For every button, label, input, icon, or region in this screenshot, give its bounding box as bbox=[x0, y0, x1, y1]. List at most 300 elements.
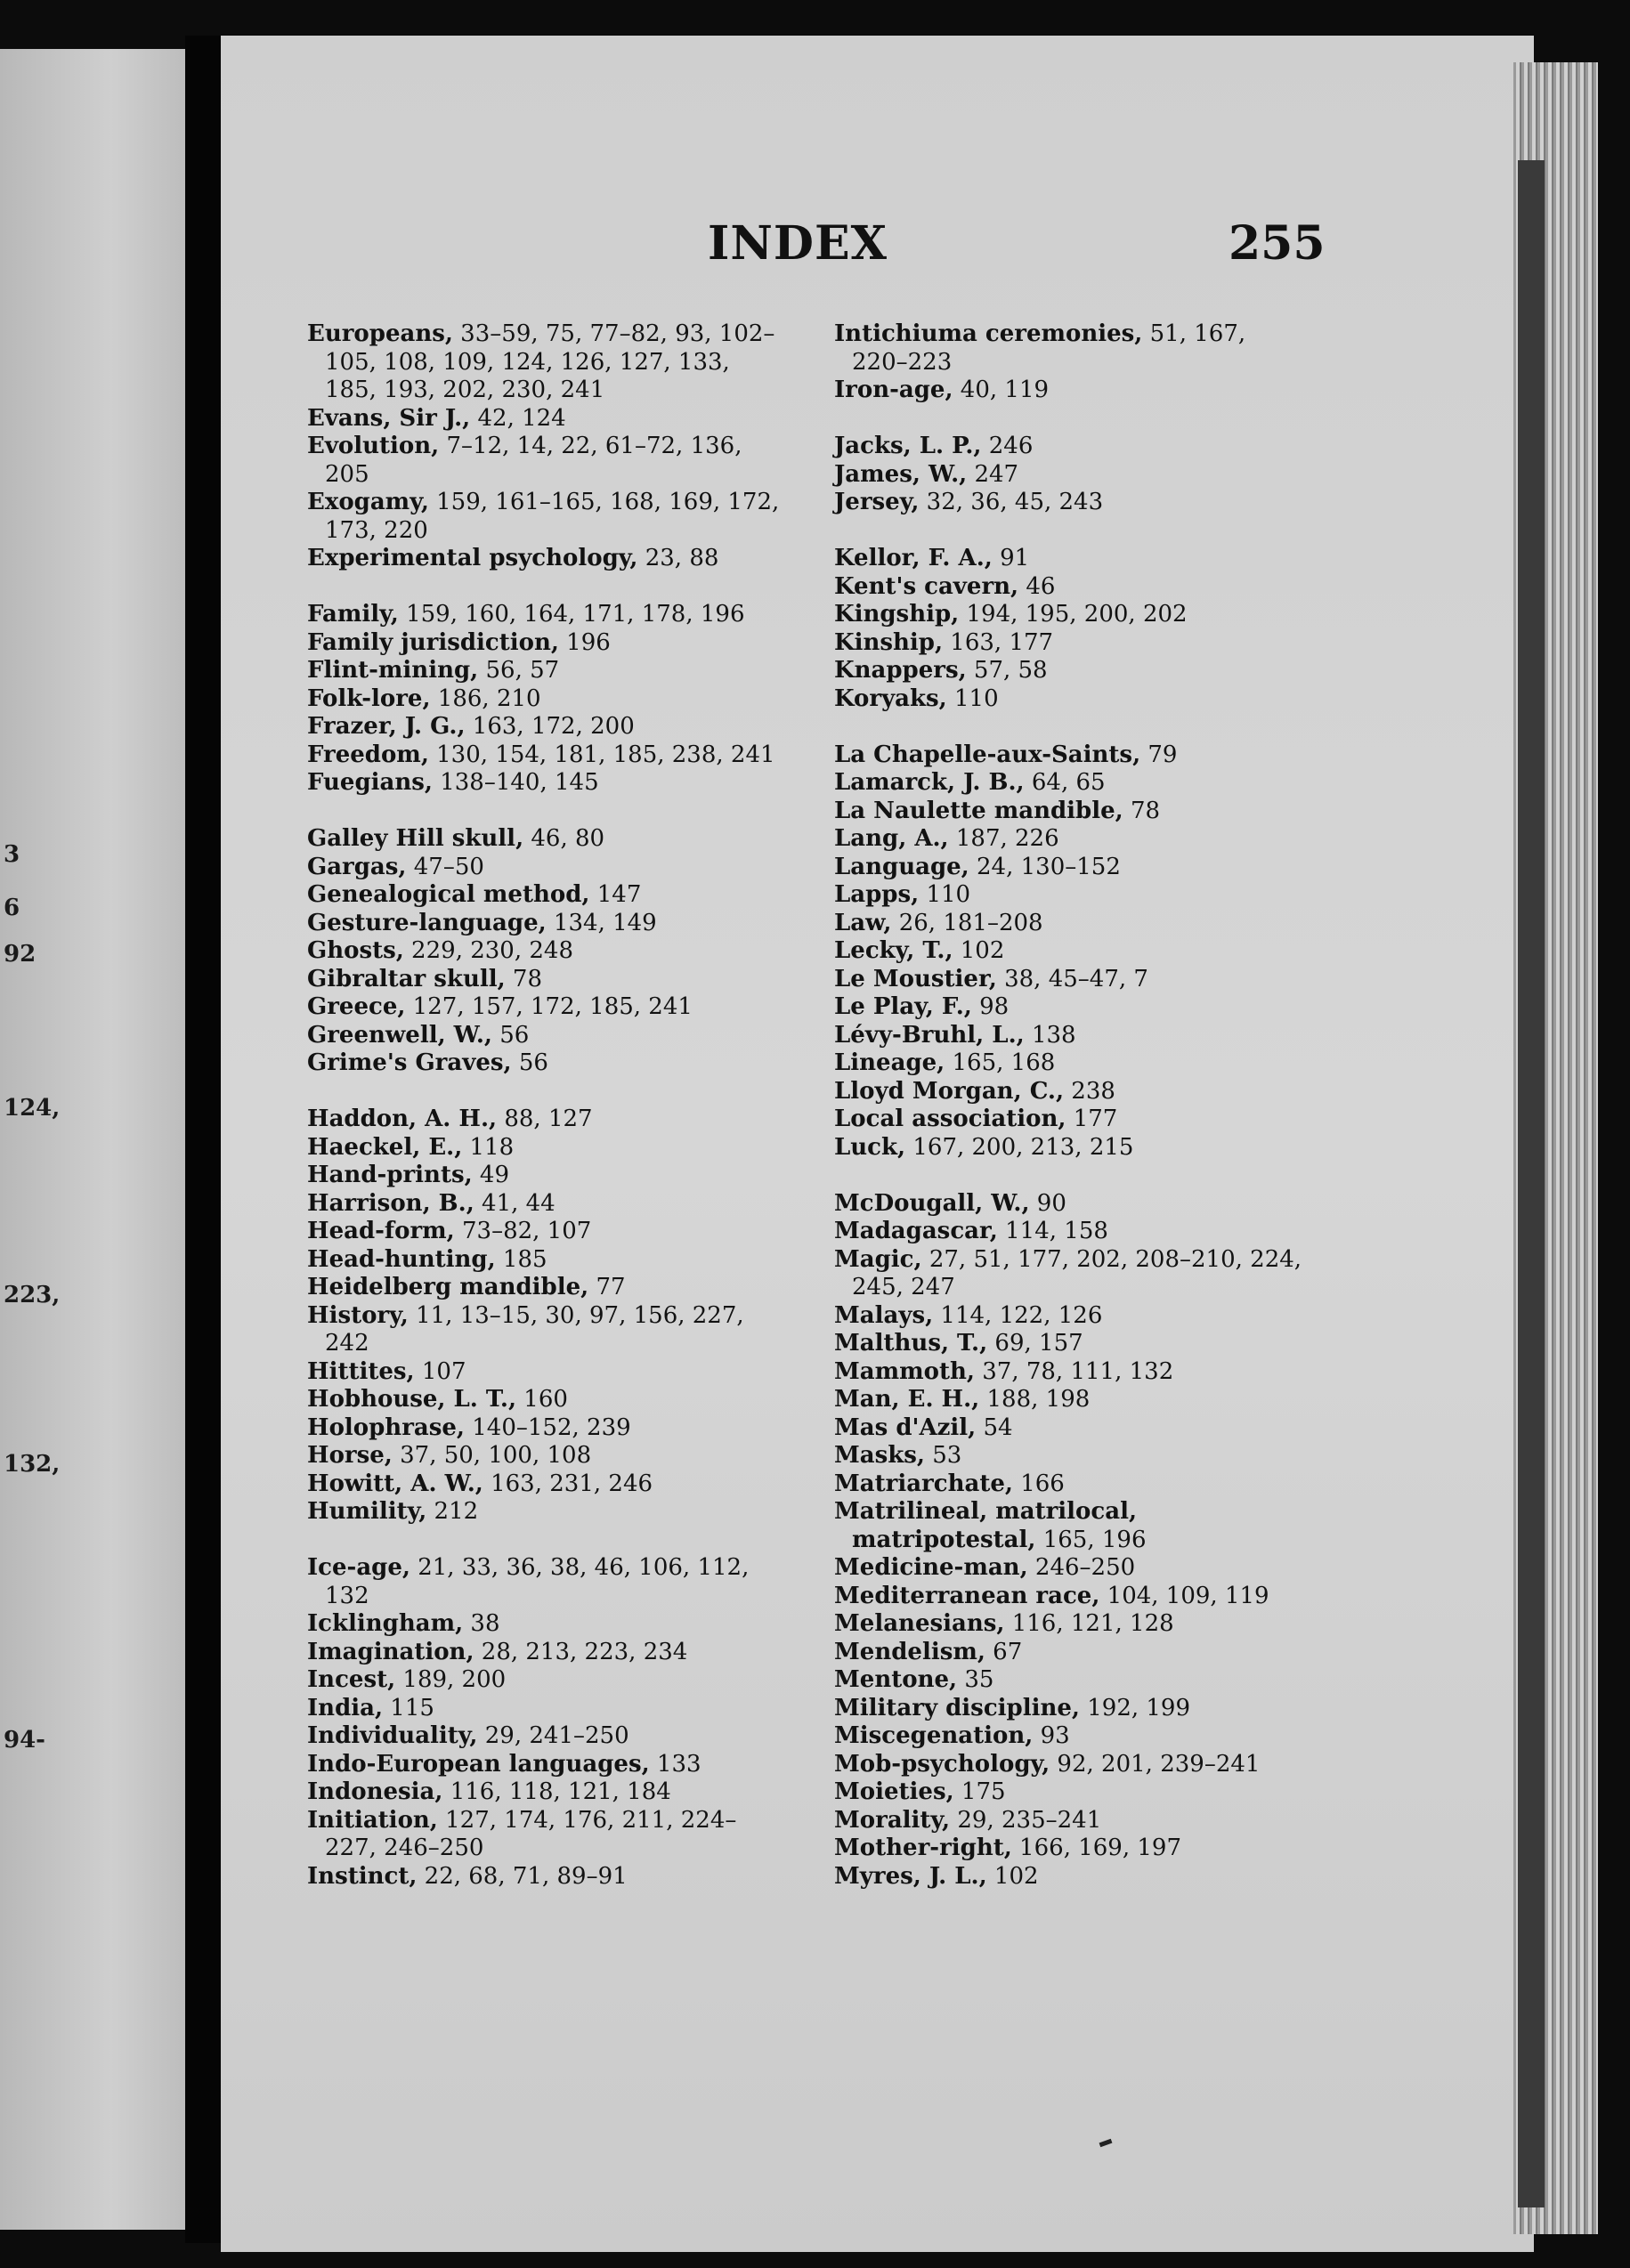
index-heading: Intichiuma ceremonies, bbox=[834, 320, 1143, 347]
index-page-refs: 29, 235–241 bbox=[950, 1806, 1102, 1834]
index-page-refs: 138 bbox=[1024, 1021, 1076, 1049]
index-entry bbox=[307, 1134, 788, 1162]
index-heading: Gargas, bbox=[307, 853, 407, 880]
index-heading: Madagascar, bbox=[834, 1218, 998, 1244]
index-heading: Hand-prints, bbox=[307, 1162, 473, 1188]
index-page-refs: 38 bbox=[463, 1610, 500, 1637]
index-entry bbox=[307, 1049, 788, 1078]
index-entry bbox=[834, 601, 1306, 629]
index-page-refs: 127, 157, 172, 185, 241 bbox=[405, 993, 693, 1020]
index-entry bbox=[834, 489, 1306, 517]
index-page-refs: 22, 68, 71, 89–91 bbox=[417, 1862, 628, 1890]
index-page-refs: 40, 119 bbox=[953, 377, 1050, 403]
index-page-refs: 35 bbox=[957, 1666, 994, 1693]
index-entry bbox=[307, 966, 788, 994]
index-page-refs: 49 bbox=[472, 1162, 510, 1188]
left-page-edge bbox=[0, 49, 185, 2230]
index-heading: Galley Hill skull, bbox=[307, 825, 524, 852]
index-heading: Lévy-Bruhl, L., bbox=[834, 1021, 1025, 1049]
index-page-refs: 51, 167, 220–223 bbox=[852, 320, 1246, 376]
index-entry bbox=[307, 1274, 788, 1302]
index-entry bbox=[307, 1022, 788, 1050]
index-heading: Genealogical method, bbox=[307, 881, 590, 908]
facing-page-fragment: 124, bbox=[4, 1095, 61, 1122]
index-heading: Indonesia, bbox=[307, 1778, 443, 1805]
index-entry bbox=[834, 1610, 1306, 1639]
index-heading: Mother-right, bbox=[834, 1835, 1012, 1861]
index-heading: Folk-lore, bbox=[307, 684, 431, 712]
index-heading: Lang, A., bbox=[834, 825, 949, 852]
index-entry bbox=[834, 545, 1306, 573]
index-page-refs: 56, 57 bbox=[478, 657, 560, 684]
index-page-refs: 110 bbox=[946, 684, 999, 712]
index-page-refs: 92, 201, 239–241 bbox=[1050, 1750, 1261, 1778]
index-heading: Miscegenation, bbox=[834, 1722, 1034, 1749]
index-entry bbox=[307, 1695, 788, 1723]
index-entry bbox=[834, 1554, 1306, 1583]
index-heading: Instinct, bbox=[307, 1862, 418, 1890]
index-page-refs: 159, 161–165, 168, 169, 172, 173, 220 bbox=[325, 489, 780, 544]
index-entry bbox=[307, 1386, 788, 1414]
index-entry bbox=[307, 629, 788, 658]
index-page-refs: 104, 109, 119 bbox=[1099, 1582, 1269, 1609]
index-heading: Family, bbox=[307, 601, 399, 628]
index-heading: Malthus, T., bbox=[834, 1330, 988, 1357]
index-heading: Le Moustier, bbox=[834, 965, 997, 992]
index-heading: Family jurisdiction, bbox=[307, 628, 559, 656]
index-entry bbox=[834, 461, 1306, 490]
index-heading: Morality, bbox=[834, 1806, 951, 1834]
index-entry bbox=[307, 1807, 788, 1863]
index-heading: Fuegians, bbox=[307, 769, 433, 796]
index-page-refs: 187, 226 bbox=[948, 825, 1059, 852]
index-entry bbox=[834, 1835, 1306, 1863]
index-entry bbox=[834, 1078, 1306, 1106]
index-entry bbox=[307, 741, 788, 770]
index-page-refs: 21, 33, 36, 38, 46, 106, 112, 132 bbox=[325, 1554, 750, 1609]
index-page-refs: 194, 195, 200, 202 bbox=[959, 601, 1188, 628]
index-page-refs: 116, 118, 121, 184 bbox=[442, 1778, 671, 1805]
index-page-refs: 27, 51, 177, 202, 208–210, 224, 245, 247 bbox=[852, 1245, 1302, 1300]
index-heading: James, W., bbox=[834, 460, 968, 488]
index-entry bbox=[307, 937, 788, 966]
index-page-refs: 102 bbox=[986, 1862, 1039, 1890]
index-page-refs: 37, 78, 111, 132 bbox=[974, 1357, 1174, 1385]
index-entry bbox=[834, 741, 1306, 770]
index-page-refs: 186, 210 bbox=[430, 684, 541, 712]
index-heading: Indo-European languages, bbox=[307, 1750, 650, 1778]
index-entry bbox=[834, 573, 1306, 602]
index-page-refs: 115 bbox=[383, 1694, 434, 1721]
index-page-refs: 29, 241–250 bbox=[477, 1722, 629, 1749]
index-heading: Flint-mining, bbox=[307, 657, 479, 684]
index-page-refs: 11, 13–15, 30, 97, 156, 227, 242 bbox=[325, 1301, 744, 1357]
index-entry bbox=[307, 1610, 788, 1639]
index-page-refs: 188, 198 bbox=[979, 1386, 1091, 1413]
index-entry bbox=[307, 854, 788, 882]
index-page-refs: 98 bbox=[971, 993, 1010, 1020]
index-page-refs: 32, 36, 45, 243 bbox=[919, 489, 1104, 515]
index-entry bbox=[307, 881, 788, 910]
index-page-refs: 24, 130–152 bbox=[969, 853, 1121, 880]
index-page-refs: 7–12, 14, 22, 61–72, 136, 205 bbox=[325, 433, 742, 488]
index-entry bbox=[307, 1666, 788, 1695]
index-entry bbox=[834, 1302, 1306, 1331]
index-heading: Haeckel, E., bbox=[307, 1133, 463, 1161]
index-entry bbox=[834, 1639, 1306, 1667]
index-entry bbox=[307, 601, 788, 629]
index-heading: Evans, Sir J., bbox=[307, 404, 471, 432]
index-heading: Lamarck, J. B., bbox=[834, 769, 1025, 796]
index-entry bbox=[834, 1470, 1306, 1499]
index-heading: Matrilineal, matrilocal, matripotestal, bbox=[834, 1498, 1138, 1553]
page-edges-shadow bbox=[1518, 160, 1545, 2207]
facing-page-fragment: 92 bbox=[4, 941, 36, 968]
index-entry bbox=[834, 1358, 1306, 1387]
index-page-refs: 77 bbox=[588, 1274, 626, 1300]
index-heading: Mentone, bbox=[834, 1666, 958, 1693]
index-heading: McDougall, W., bbox=[834, 1189, 1030, 1217]
index-entry bbox=[307, 1302, 788, 1358]
index-page-refs: 134, 149 bbox=[546, 909, 657, 936]
index-entry bbox=[307, 320, 788, 405]
letter-group-gap bbox=[834, 1162, 1306, 1190]
index-heading: Head-form, bbox=[307, 1218, 455, 1244]
index-entry bbox=[834, 685, 1306, 714]
index-entry bbox=[834, 433, 1306, 461]
index-page-refs: 91 bbox=[992, 545, 1030, 571]
index-page-refs: 90 bbox=[1029, 1189, 1066, 1217]
index-entry bbox=[834, 1498, 1306, 1554]
index-page-refs: 47–50 bbox=[406, 853, 484, 880]
index-page-refs: 38, 45–47, 7 bbox=[996, 965, 1148, 992]
index-heading: Hittites, bbox=[307, 1357, 415, 1385]
index-page-refs: 140–152, 239 bbox=[465, 1413, 631, 1441]
book-gutter bbox=[185, 36, 221, 2243]
index-entry bbox=[307, 1218, 788, 1246]
letter-group-gap bbox=[307, 1078, 788, 1106]
index-entry bbox=[307, 1414, 788, 1443]
index-entry bbox=[834, 1330, 1306, 1358]
index-heading: Greenwell, W., bbox=[307, 1021, 492, 1049]
index-page-refs: 189, 200 bbox=[395, 1666, 507, 1693]
index-entry bbox=[834, 1134, 1306, 1162]
index-entry bbox=[834, 910, 1306, 938]
index-page-refs: 165, 196 bbox=[1035, 1526, 1147, 1553]
index-page-refs: 53 bbox=[924, 1442, 962, 1469]
index-heading: Lecky, T., bbox=[834, 937, 953, 964]
index-heading: Holophrase, bbox=[307, 1413, 465, 1441]
index-entry bbox=[307, 1162, 788, 1190]
index-page-refs: 159, 160, 164, 171, 178, 196 bbox=[398, 601, 745, 628]
index-heading: Humility, bbox=[307, 1498, 427, 1525]
index-entry bbox=[834, 937, 1306, 966]
index-page-refs: 116, 121, 128 bbox=[1004, 1610, 1174, 1637]
index-heading: Mediterranean race, bbox=[834, 1582, 1100, 1609]
letter-group-gap bbox=[307, 798, 788, 826]
index-heading: Iron-age, bbox=[834, 377, 953, 403]
index-heading: Freedom, bbox=[307, 741, 429, 768]
index-heading: Heidelberg mandible, bbox=[307, 1274, 589, 1300]
index-entry bbox=[834, 769, 1306, 798]
index-heading: Europeans, bbox=[307, 320, 453, 347]
index-heading: Harrison, B., bbox=[307, 1189, 474, 1217]
index-entry bbox=[307, 1106, 788, 1134]
running-head: INDEX bbox=[708, 216, 888, 271]
index-page-refs: 67 bbox=[985, 1638, 1023, 1665]
index-heading: Mob-psychology, bbox=[834, 1750, 1050, 1778]
index-entry bbox=[307, 825, 788, 854]
index-heading: Kellor, F. A., bbox=[834, 545, 993, 571]
index-entry bbox=[834, 629, 1306, 658]
facing-page-fragment: 3 bbox=[4, 841, 20, 868]
index-page-refs: 73–82, 107 bbox=[454, 1218, 592, 1244]
facing-page-fragment: 223, bbox=[4, 1282, 61, 1308]
index-entry bbox=[307, 993, 788, 1022]
index-entry bbox=[307, 713, 788, 741]
index-entry bbox=[834, 1778, 1306, 1807]
index-page-refs: 46 bbox=[1018, 572, 1056, 600]
index-heading: Man, E. H., bbox=[834, 1386, 980, 1413]
index-page-refs: 138–140, 145 bbox=[432, 769, 599, 796]
index-page-refs: 26, 181–208 bbox=[891, 909, 1043, 936]
index-page-refs: 88, 127 bbox=[497, 1106, 593, 1132]
index-page-refs: 247 bbox=[967, 460, 1019, 488]
index-heading: Grime's Graves, bbox=[307, 1049, 512, 1076]
index-entry bbox=[307, 685, 788, 714]
index-heading: Horse, bbox=[307, 1442, 393, 1469]
index-page-refs: 246–250 bbox=[1027, 1554, 1136, 1581]
index-page-refs: 46, 80 bbox=[523, 825, 605, 852]
index-page-refs: 64, 65 bbox=[1024, 769, 1106, 796]
index-entry bbox=[307, 489, 788, 545]
index-entry bbox=[307, 1498, 788, 1527]
index-page-refs: 147 bbox=[589, 881, 642, 908]
index-page-refs: 166, 169, 197 bbox=[1011, 1835, 1181, 1861]
facing-page-fragment: 132, bbox=[4, 1451, 61, 1478]
index-entry bbox=[307, 910, 788, 938]
index-heading: Lloyd Morgan, C., bbox=[834, 1077, 1065, 1105]
index-entry bbox=[307, 1751, 788, 1779]
index-heading: Gibraltar skull, bbox=[307, 965, 506, 992]
index-heading: Gesture-language, bbox=[307, 909, 547, 936]
index-entry bbox=[834, 1386, 1306, 1414]
index-entry bbox=[834, 1442, 1306, 1470]
index-entry bbox=[834, 966, 1306, 994]
index-page-refs: 110 bbox=[919, 881, 971, 908]
index-heading: La Chapelle-aux-Saints, bbox=[834, 741, 1141, 768]
index-page-refs: 54 bbox=[976, 1413, 1013, 1441]
index-heading: Evolution, bbox=[307, 433, 440, 459]
index-page-refs: 246 bbox=[981, 433, 1034, 459]
index-page-refs: 212 bbox=[426, 1498, 479, 1525]
index-entry bbox=[834, 1695, 1306, 1723]
index-heading: Mas d'Azil, bbox=[834, 1413, 977, 1441]
index-entry bbox=[307, 1778, 788, 1807]
index-entry bbox=[307, 1442, 788, 1470]
index-heading: Exogamy, bbox=[307, 489, 429, 515]
index-heading: Howitt, A. W., bbox=[307, 1470, 483, 1497]
index-entry bbox=[307, 1190, 788, 1219]
index-page-refs: 57, 58 bbox=[966, 657, 1048, 684]
index-page-refs: 33–59, 75, 77–82, 93, 102–105, 108, 109, 124, 126, 127, 133, 185, 193, 202, 230, 241 bbox=[325, 320, 775, 403]
index-page-refs: 69, 157 bbox=[987, 1330, 1083, 1357]
index-heading: La Naulette mandible, bbox=[834, 797, 1123, 824]
index-entry bbox=[834, 1751, 1306, 1779]
index-heading: Moieties, bbox=[834, 1778, 954, 1805]
index-heading: Kent's cavern, bbox=[834, 572, 1019, 600]
index-page-refs: 163, 231, 246 bbox=[483, 1470, 653, 1497]
index-page-refs: 177 bbox=[1066, 1106, 1118, 1132]
index-heading: Ghosts, bbox=[307, 937, 404, 964]
index-entry bbox=[834, 320, 1306, 377]
index-heading: Matriarchate, bbox=[834, 1470, 1013, 1497]
index-heading: Mammoth, bbox=[834, 1357, 975, 1385]
index-entry bbox=[834, 1583, 1306, 1611]
index-entry bbox=[834, 1414, 1306, 1443]
index-heading: Lineage, bbox=[834, 1049, 945, 1076]
index-entry bbox=[834, 1022, 1306, 1050]
index-entry bbox=[834, 881, 1306, 910]
index-entry bbox=[834, 993, 1306, 1022]
index-entry bbox=[834, 1049, 1306, 1078]
index-heading: Luck, bbox=[834, 1133, 906, 1161]
index-page-refs: 163, 177 bbox=[943, 628, 1054, 656]
index-entry bbox=[834, 854, 1306, 882]
index-entry bbox=[307, 1470, 788, 1499]
index-page-refs: 79 bbox=[1140, 741, 1178, 768]
index-entry bbox=[307, 433, 788, 489]
index-page-refs: 114, 158 bbox=[997, 1218, 1108, 1244]
index-column-right bbox=[834, 320, 1306, 1891]
index-entry bbox=[307, 1863, 788, 1891]
page-number: 255 bbox=[1229, 216, 1326, 271]
index-page-refs: 160 bbox=[516, 1386, 568, 1413]
index-page-refs: 78 bbox=[1123, 797, 1161, 824]
index-heading: Language, bbox=[834, 853, 969, 880]
index-heading: Military discipline, bbox=[834, 1694, 1080, 1721]
letter-group-gap bbox=[307, 1527, 788, 1555]
index-heading: Frazer, J. G., bbox=[307, 713, 466, 740]
index-heading: Le Play, F., bbox=[834, 993, 972, 1020]
index-heading: Jersey, bbox=[834, 489, 920, 515]
index-heading: Hobhouse, L. T., bbox=[307, 1386, 517, 1413]
index-heading: History, bbox=[307, 1301, 409, 1329]
letter-group-gap bbox=[834, 517, 1306, 546]
index-page-refs: 238 bbox=[1064, 1077, 1115, 1105]
index-page-refs: 167, 200, 213, 215 bbox=[905, 1133, 1134, 1161]
facing-page-fragment: 94- bbox=[4, 1727, 45, 1754]
index-page-refs: 192, 199 bbox=[1079, 1694, 1191, 1721]
index-heading: Mendelism, bbox=[834, 1638, 985, 1665]
index-entry bbox=[307, 1554, 788, 1610]
index-heading: Knappers, bbox=[834, 657, 967, 684]
index-page-refs: 196 bbox=[558, 628, 611, 656]
index-heading: Magic, bbox=[834, 1245, 922, 1273]
index-entry bbox=[834, 1722, 1306, 1751]
index-page-refs: 93 bbox=[1033, 1722, 1070, 1749]
index-heading: Greece, bbox=[307, 993, 406, 1020]
index-entry bbox=[307, 405, 788, 433]
index-heading: Icklingham, bbox=[307, 1610, 464, 1637]
index-page-refs: 229, 230, 248 bbox=[403, 937, 573, 964]
index-entry bbox=[307, 1246, 788, 1275]
index-heading: Kingship, bbox=[834, 601, 960, 628]
index-entry bbox=[307, 545, 788, 573]
index-entry bbox=[834, 1807, 1306, 1835]
index-entry bbox=[834, 1190, 1306, 1219]
index-entry bbox=[307, 657, 788, 685]
index-page-refs: 102 bbox=[953, 937, 1005, 964]
index-page-refs: 175 bbox=[953, 1778, 1006, 1805]
index-heading: Local association, bbox=[834, 1106, 1066, 1132]
index-entry bbox=[834, 1106, 1306, 1134]
index-heading: Experimental psychology, bbox=[307, 545, 638, 571]
index-heading: India, bbox=[307, 1694, 384, 1721]
index-heading: Individuality, bbox=[307, 1722, 478, 1749]
index-page-refs: 133 bbox=[649, 1750, 701, 1778]
index-heading: Masks, bbox=[834, 1442, 925, 1469]
index-entry bbox=[834, 377, 1306, 405]
facing-page-fragment: 6 bbox=[4, 895, 20, 921]
index-page-refs: 78 bbox=[505, 965, 543, 992]
index-heading: Malays, bbox=[834, 1301, 934, 1329]
index-entry bbox=[834, 825, 1306, 854]
index-heading: Law, bbox=[834, 909, 892, 936]
letter-group-gap bbox=[307, 573, 788, 602]
index-page-refs: 23, 88 bbox=[637, 545, 719, 571]
letter-group-gap bbox=[834, 713, 1306, 741]
index-heading: Kinship, bbox=[834, 628, 944, 656]
index-heading: Medicine-man, bbox=[834, 1554, 1028, 1581]
index-page-refs: 127, 174, 176, 211, 224–227, 246–250 bbox=[325, 1806, 737, 1861]
index-page-refs: 42, 124 bbox=[470, 404, 566, 432]
index-entry bbox=[834, 1863, 1306, 1891]
index-heading: Koryaks, bbox=[834, 684, 947, 712]
index-heading: Haddon, A. H., bbox=[307, 1106, 498, 1132]
index-heading: Ice-age, bbox=[307, 1554, 410, 1581]
index-page-refs: 56 bbox=[491, 1021, 530, 1049]
index-column-left bbox=[307, 320, 788, 1891]
index-page-refs: 130, 154, 181, 185, 238, 241 bbox=[428, 741, 775, 768]
letter-group-gap bbox=[834, 405, 1306, 433]
index-heading: Incest, bbox=[307, 1666, 396, 1693]
index-heading: Head-hunting, bbox=[307, 1245, 496, 1273]
index-heading: Initiation, bbox=[307, 1806, 438, 1834]
index-entry bbox=[834, 657, 1306, 685]
index-entry bbox=[834, 1218, 1306, 1246]
index-heading: Jacks, L. P., bbox=[834, 433, 982, 459]
index-entry bbox=[307, 769, 788, 798]
index-page-refs: 28, 213, 223, 234 bbox=[474, 1638, 688, 1665]
index-entry bbox=[307, 1639, 788, 1667]
index-entry bbox=[307, 1358, 788, 1387]
index-page-refs: 56 bbox=[511, 1049, 548, 1076]
index-entry bbox=[834, 1246, 1306, 1302]
index-page-refs: 165, 168 bbox=[945, 1049, 1056, 1076]
index-page-refs: 163, 172, 200 bbox=[465, 713, 635, 740]
index-heading: Lapps, bbox=[834, 881, 920, 908]
index-page-refs: 37, 50, 100, 108 bbox=[392, 1442, 592, 1469]
index-page-refs: 114, 122, 126 bbox=[933, 1301, 1103, 1329]
index-heading: Myres, J. L., bbox=[834, 1862, 987, 1890]
index-entry bbox=[307, 1722, 788, 1751]
index-page-refs: 118 bbox=[462, 1133, 515, 1161]
index-page-refs: 41, 44 bbox=[474, 1189, 555, 1217]
index-heading: Imagination, bbox=[307, 1638, 474, 1665]
index-heading: Melanesians, bbox=[834, 1610, 1005, 1637]
index-page-refs: 185 bbox=[495, 1245, 547, 1273]
